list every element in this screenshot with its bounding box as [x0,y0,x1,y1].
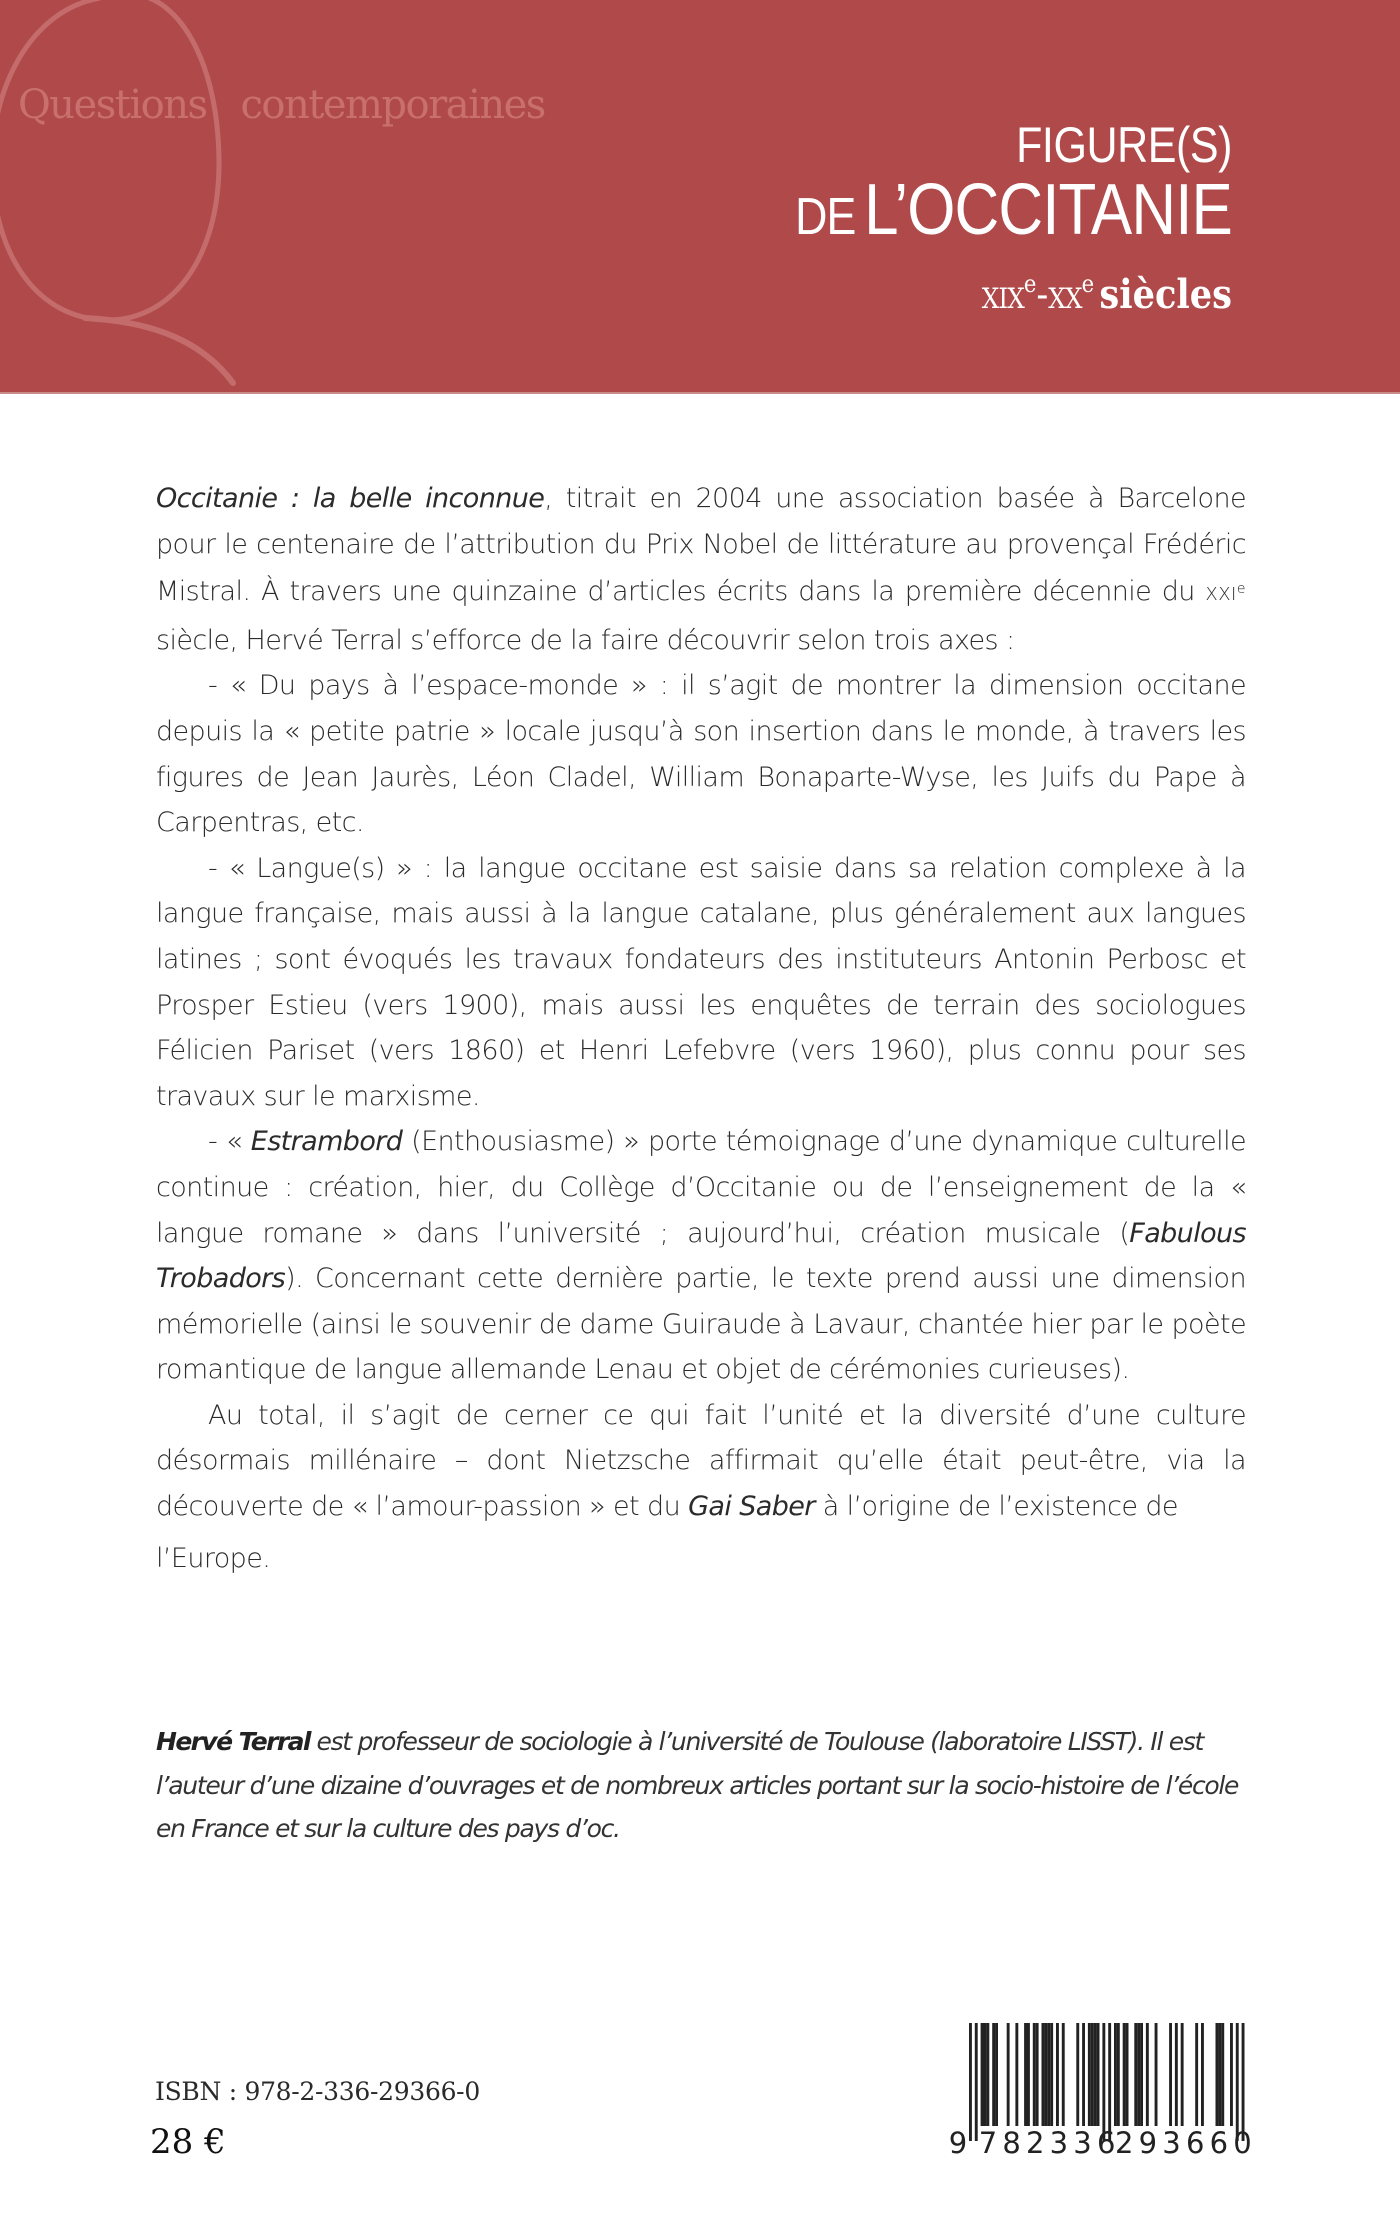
summary-paragraph-axis-3 [156,1119,1246,1393]
subtitle-century-1: xix [981,272,1024,318]
svg-text:293660: 293660 [1115,2126,1257,2160]
subtitle-word: siècles [1099,271,1232,318]
book-subtitle [785,270,1232,318]
series-name [18,82,545,128]
title-line-2 [795,170,1232,253]
summary-paragraph-conclusion [156,1393,1246,1530]
subtitle-sup-2: e [1081,270,1095,298]
intro-text-a: , titrait en 2004 une association basée à Barcelone pour le centenaire de l’attribution du Prix Nobel de littérature au provençal Frédéric Mistral. À travers une quinzaine d’articles écrits dans la première décennie du [156,483,1246,608]
svg-text:782336: 782336 [978,2126,1121,2160]
title-main: L’OCCITANIE [864,170,1232,250]
axis3-italic-b: Fabulous Trobadors [156,1217,1246,1295]
author-bio [156,1720,1246,1851]
cover-header-band [0,0,1400,394]
century-sup: e [1236,581,1246,598]
book-title [724,118,1232,317]
subtitle-century-2: xx [1048,272,1082,318]
axis3-text-b: (Enthousiasme) » porte témoignage d’une dynamique culturelle continue : création, hier, du Collège d’Occitanie ou de l’enseignement de la « langue romane » dans l’université ; aujourd’hui, création musicale ( [156,1126,1247,1249]
price-label: 28 € [150,2122,226,2162]
subtitle-sup-1: e [1023,270,1037,298]
summary-paragraph-intro [156,476,1246,663]
conclusion-text-a: Au total, il s’agit de cerner ce qui fait l’unité et la diversité d’une culture désormais millénaire – dont Nietzsche affirmait qu’elle était peut-être, via la découverte de « l’amour-passion » et du [156,1399,1246,1523]
summary-paragraph-axis-1: - « Du pays à l’espace-monde » : il s’agit de montrer la dimension occitane depuis la « petite patrie » locale jusqu’à son insertion dans le monde, à travers les figures de Jean Jaurès, Léon Cladel, William Bonaparte-Wyse, les Juifs du Pape à Carpentras, etc. [156,670,1246,839]
axis3-text-a: - « [208,1126,251,1158]
author-name: Hervé Terral [156,1727,310,1756]
isbn-label: ISBN : 978-2-336-29366-0 [155,2077,480,2106]
series-q-logo-icon [0,0,260,394]
author-bio-text: est professeur de sociologie à l’université de Toulouse (laboratoire LISST). Il est l’auteur d’une dizaine d’ouvrages et de nombreux articles portant sur la socio-histoire de l’école en France et sur la culture des pays d’oc. [156,1727,1239,1843]
ean13-barcode-icon [940,2018,1260,2168]
summary-paragraph-axis-2: - « Langue(s) » : la langue occitane est saisie dans sa relation complexe à la langue française, mais aussi à la langue catalane, plus généralement aux langues latines ; sont évoqués les travaux fondateurs des instituteurs Antonin Perbosc et Prosper Estieu (vers 1900), mais aussi les enquêtes de terrain des sociologues Félicien Pariset (vers 1860) et Henri Lefebvre (vers 1960), plus connu pour ses travaux sur le marxisme. [156,852,1246,1112]
svg-text:9: 9 [948,2126,968,2160]
intro-italic-title: Occitanie : la belle inconnue [156,483,545,514]
series-word-1: Questions [18,82,207,128]
back-cover-summary [156,476,1246,1581]
century-roman: XXI [1205,584,1237,606]
summary-last-line: l’Europe. [156,1542,271,1574]
axis3-italic-a: Estrambord [250,1126,403,1158]
century-label [1205,581,1246,606]
axis3-text-c: ). Concernant cette dernière partie, le texte prend aussi une dimension mémorielle (ainsi le souvenir de dame Guiraude à Lavaur, chantée hier par le poète romantique de langue allemande Lenau et objet de cérémonies curieuses). [156,1263,1246,1386]
title-prefix: DE [795,188,856,246]
conclusion-text-b: à l’origine de l’existence de [814,1491,1178,1523]
subtitle-dash: - [1036,272,1049,318]
conclusion-italic: Gai Saber [688,1491,815,1523]
intro-text-b: siècle, Hervé Terral s’efforce de la faire découvrir selon trois axes : [156,624,1015,656]
title-line-1: FIGURE(S) [1016,117,1232,173]
series-word-2: contemporaines [240,82,545,128]
